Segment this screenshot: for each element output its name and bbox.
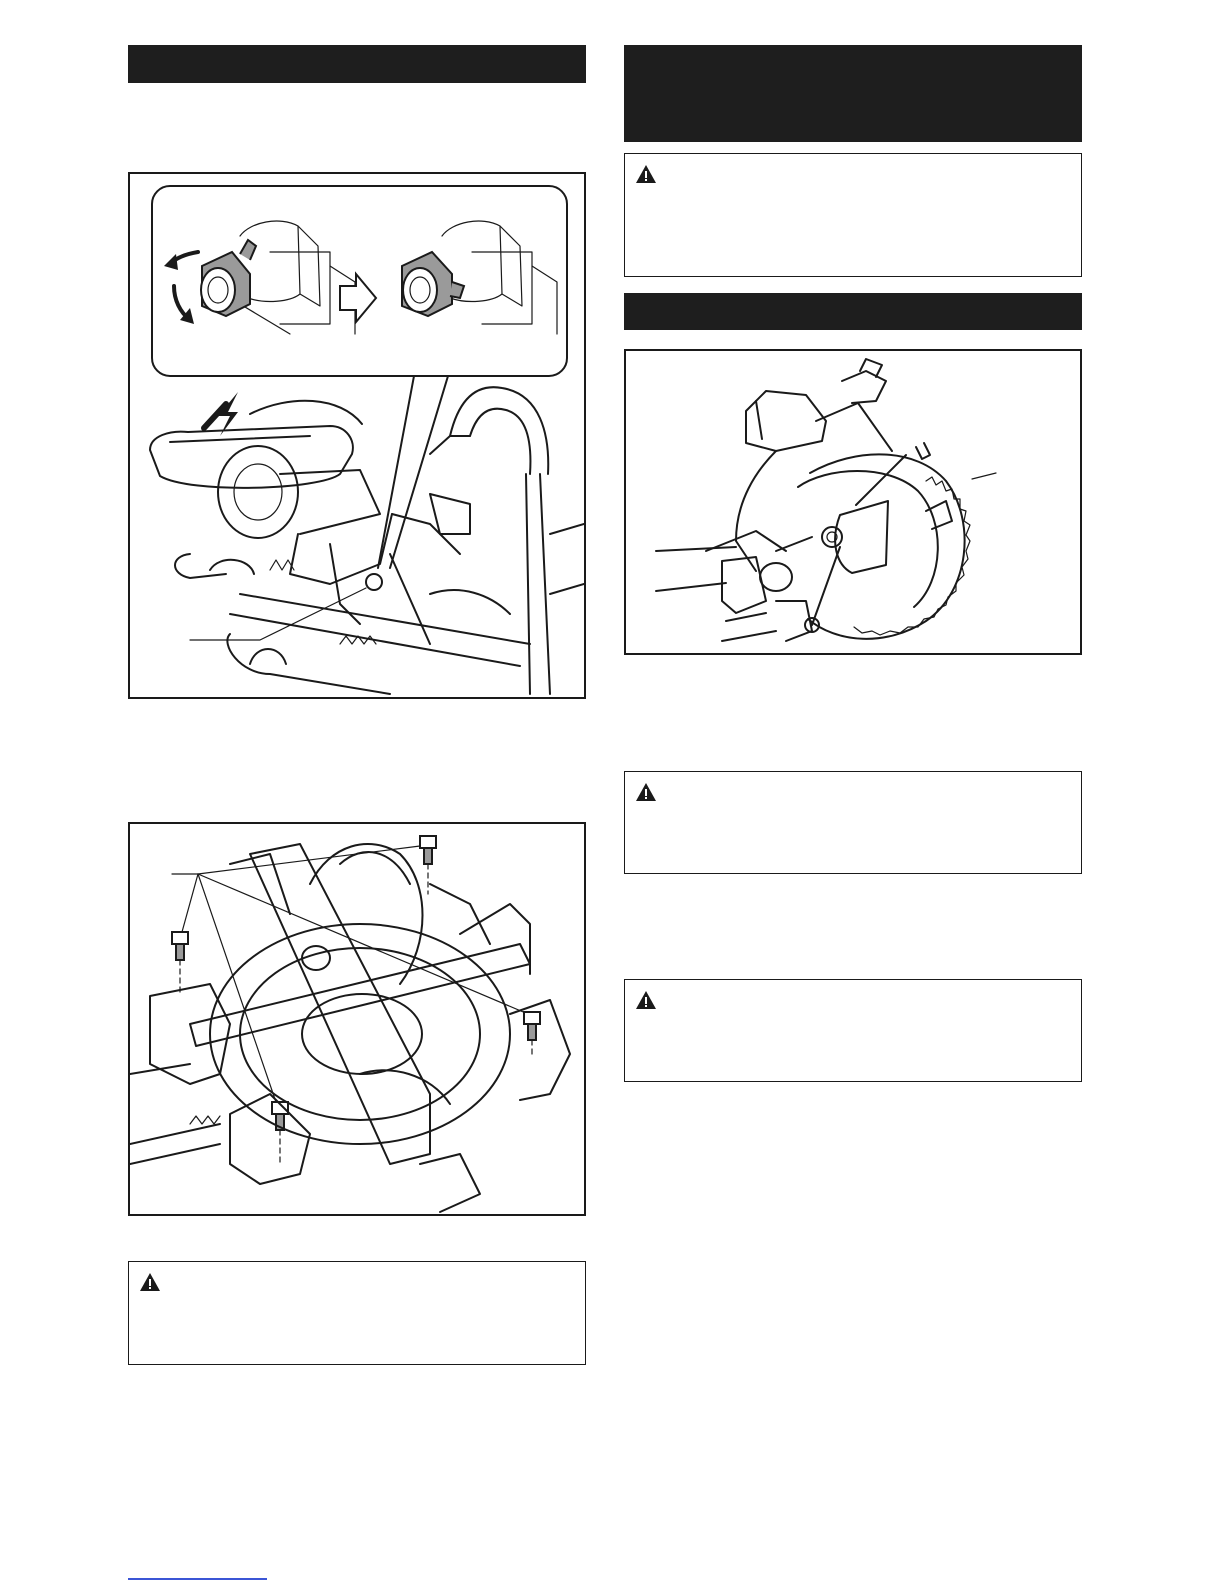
blade-guard-illustration [626, 351, 1080, 653]
bolt-icon [172, 932, 188, 994]
warning-box-right-1 [624, 153, 1082, 277]
warning-triangle-icon [139, 1272, 161, 1292]
figure-head-release [128, 172, 586, 699]
detail-right-body [442, 221, 557, 334]
left-section-heading-bar [128, 45, 586, 83]
right-section-heading-bar [624, 293, 1082, 330]
warning-box-left [128, 1261, 586, 1365]
guard-label-leader [972, 473, 996, 479]
figure-blade-guard [624, 349, 1082, 655]
bench-mounting-illustration [130, 824, 584, 1214]
base-teeth [190, 1116, 220, 1124]
head-release-illustration [130, 174, 584, 697]
detail-left-body [240, 221, 355, 334]
warning-box-right-2 [624, 771, 1082, 874]
warning-triangle-icon [635, 164, 657, 184]
blade-teeth [854, 477, 970, 635]
bolt-icon [524, 1012, 540, 1056]
right-section-heading-bar-tall [624, 45, 1082, 142]
callout-pointer-left [378, 376, 414, 568]
footer-link-underline[interactable] [128, 1578, 267, 1580]
warning-triangle-icon [635, 990, 657, 1010]
warning-triangle-icon [635, 782, 657, 802]
blade-guard [776, 443, 965, 639]
figure-bench-mounting [128, 822, 586, 1216]
callout-pointer-right [390, 376, 448, 568]
warning-box-right-3 [624, 979, 1082, 1082]
saw-handle-area [656, 547, 812, 641]
saw-main-body [150, 387, 584, 694]
knob-unlock [201, 240, 256, 316]
knob-locked [402, 252, 464, 316]
curved-arrow-icon [164, 252, 198, 324]
saw-base-body [130, 844, 570, 1212]
saw-head [706, 359, 892, 571]
hollow-right-arrow-icon [340, 274, 376, 322]
